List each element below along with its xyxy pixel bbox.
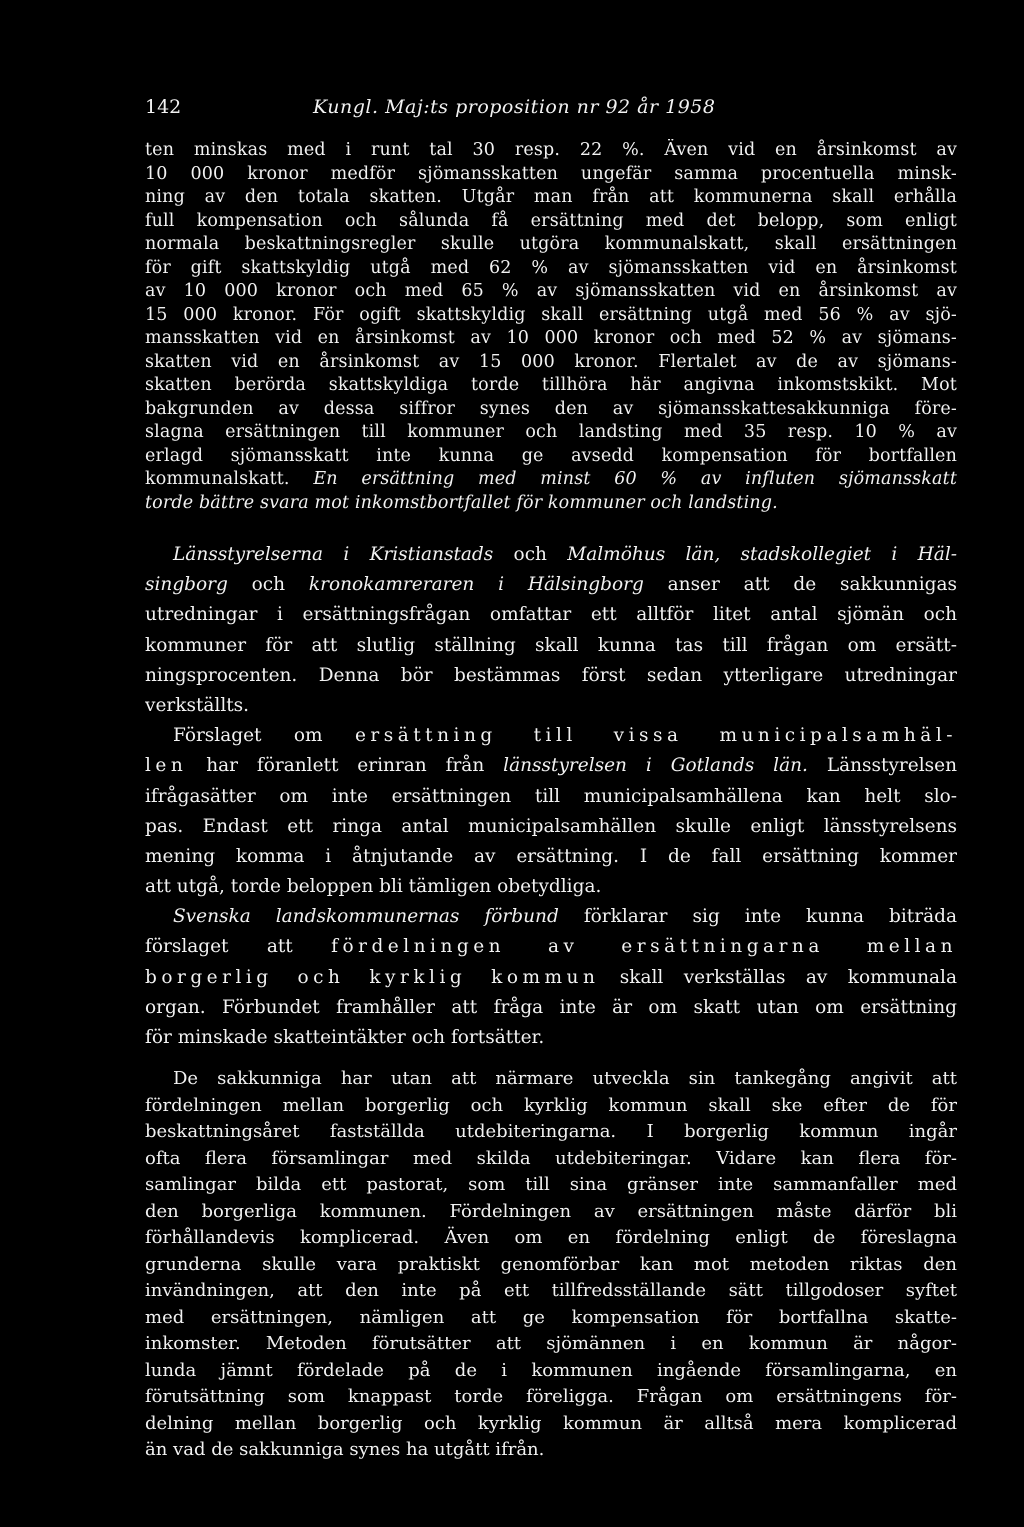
text-line: än vad de sakkunniga synes ha utgått ifrån. [145, 1439, 545, 1460]
paragraph-compensation-figures [145, 139, 957, 515]
text-line: slagna ersättningen till kommuner och landsting med 35 resp. 10 % av [145, 422, 957, 442]
text-line: grunderna skulle vara praktiskt genomförbar kan mot metoden riktas den [145, 1253, 957, 1275]
agency-name: Svenska landskommunernas förbund [173, 906, 559, 928]
text-run: förslaget att [145, 936, 332, 958]
text-line: ten minskas med i runt tal 30 resp. 22 %. Även vid en årsinkomst av [145, 140, 957, 160]
text-line: 15 000 kronor. För ogift skattskyldig skall ersättning utgå med 56 % av sjö- [145, 304, 957, 325]
text-line: kommuner för att slutlig ställning skall kunna tas till frågan om ersätt- [145, 634, 957, 656]
statements-section [145, 540, 957, 1053]
text-run: kommunalskatt. [145, 469, 314, 489]
agency-name: kronokamreraren i Hälsingborg [308, 574, 644, 596]
running-title: Kungl. Maj:ts proposition nr 92 år 1958 [313, 96, 716, 118]
text-line: den borgerliga kommunen. Fördelningen av ersättningen måste därför bli [145, 1200, 957, 1222]
text-line: erlagd sjömansskatt inte kunna ge avsedd kompensation för bortfallen [145, 445, 957, 466]
text-run: förklarar sig inte kunna biträda [558, 906, 957, 928]
text-line [145, 540, 957, 570]
text-line [145, 932, 957, 962]
text-line [145, 963, 957, 993]
text-line: med ersättningen, nämligen att ge kompensation för bortfallna skatte- [145, 1306, 957, 1328]
text-line: för gift skattskyldig utgå med 62 % av sjömansskatten vid en årsinkomst [145, 257, 957, 278]
text-line: mansskatten vid en årsinkomst av 10 000 kronor och med 52 % av sjömans- [145, 328, 957, 348]
page-number: 142 [145, 96, 182, 118]
text-line [145, 721, 957, 751]
text-line: full kompensation och sålunda få ersättning med det belopp, som enligt [145, 210, 957, 231]
text-run: Förslaget om [173, 725, 355, 747]
text-line: förutsättning som knappast torde föreligga. Frågan om ersättningens för- [145, 1386, 957, 1407]
text-line: pas. Endast ett ringa antal municipalsamhällen skulle enligt länsstyrelsens [145, 815, 957, 837]
agency-name: länsstyrelsen i Gotlands län. [503, 755, 808, 777]
emphasis-text: En ersättning med minst 60 % av influten sjömansskatt [313, 469, 957, 489]
agency-name: Länsstyrelserna i Kristianstads [173, 544, 494, 565]
text-line: lunda jämnt fördelade på de i kommunen ingående församlingarna, en [145, 1359, 957, 1381]
text-line [145, 468, 957, 492]
text-line: av 10 000 kronor och med 65 % av sjömansskatten vid en årsinkomst av [145, 281, 957, 301]
emphasis-line: torde bättre svara mot inkomstbortfallet för kommuner och landsting. [145, 492, 778, 513]
paragraph-distribution-analysis [145, 1066, 957, 1464]
text-run: och [493, 544, 568, 565]
text-line: invändningen, att den inte på ett tillfredsställande sätt tillgodoser syftet [145, 1280, 957, 1301]
text-line: samlingar bilda ett pastorat, som till sina gränser inte sammanfaller med [145, 1174, 957, 1195]
text-line: utredningar i ersättningsfrågan omfattar ett alltför litet antal sjömän och [145, 604, 957, 626]
spaced-heading: fördelningen av ersättningarna mellan [331, 936, 957, 958]
text-line: ofta flera församlingar med skilda utdebiteringar. Vidare kan flera för- [145, 1147, 957, 1169]
text-line: skatten berörda skattskyldiga torde tillhöra här angivna inkomstskikt. Mot [145, 375, 957, 395]
text-line: att utgå, torde beloppen bli tämligen obetydliga. [145, 876, 602, 898]
text-run: och [227, 574, 309, 596]
text-line: fördelningen mellan borgerlig och kyrklig kommun skall ske efter de för [145, 1094, 957, 1116]
text-line: delning mellan borgerlig och kyrklig kommun är alltså mera komplicerad [145, 1412, 957, 1434]
agency-name: singborg [145, 574, 228, 596]
text-line: förhållandevis komplicerad. Även om en fördelning enligt de föreslagna [145, 1227, 957, 1248]
spaced-heading: len [145, 755, 188, 777]
text-line: De sakkunniga har utan att närmare utveckla sin tankegång angivit att [173, 1068, 957, 1089]
text-line: organ. Förbundet framhåller att fråga inte är om skatt utan om ersättning [145, 996, 957, 1018]
text-run: anser att de sakkunnigas [643, 574, 957, 596]
text-line [145, 570, 957, 600]
text-line: bakgrunden av dessa siffror synes den av sjömansskattesakkunniga före- [145, 398, 957, 419]
text-line: beskattningsåret fastställda utdebiteringarna. I borgerlig kommun ingår [145, 1121, 957, 1142]
text-line: verkställts. [145, 694, 250, 716]
page-header [145, 96, 965, 124]
spaced-heading: borgerlig och kyrklig kommun [145, 966, 600, 988]
text-line: ning av den totala skatten. Utgår man från att kommunerna skall erhålla [145, 187, 957, 207]
text-line: mening komma i åtnjutande av ersättning. I de fall ersättning kommer [145, 845, 957, 867]
text-line: ningsprocenten. Denna bör bestämmas först sedan ytterligare utredningar [145, 664, 957, 686]
text-line [145, 902, 957, 932]
text-line [145, 751, 957, 781]
text-run: skall verkställas av kommunala [599, 966, 957, 988]
agency-name: Malmöhus län, stadskollegiet i Häl- [567, 544, 957, 565]
text-line: normala beskattningsregler skulle utgöra kommunalskatt, skall ersättningen [145, 234, 957, 254]
text-run: har föranlett erinran från [187, 755, 504, 777]
text-line: inkomster. Metoden förutsätter att sjömännen i en kommun är någor- [145, 1333, 957, 1354]
spaced-heading: ersättning till vissa municipalsamhäl- [354, 725, 957, 747]
text-line: 10 000 kronor medför sjömansskatten ungefär samma procentuella minsk- [145, 163, 957, 184]
text-line: för minskade skatteintäkter och fortsätter. [145, 1027, 545, 1048]
text-line: skatten vid en årsinkomst av 15 000 kronor. Flertalet av de av sjömans- [145, 351, 957, 372]
text-line: ifrågasätter om inte ersättningen till municipalsamhällena kan helt slo- [145, 785, 957, 807]
text-run: Länsstyrelsen [807, 755, 957, 777]
